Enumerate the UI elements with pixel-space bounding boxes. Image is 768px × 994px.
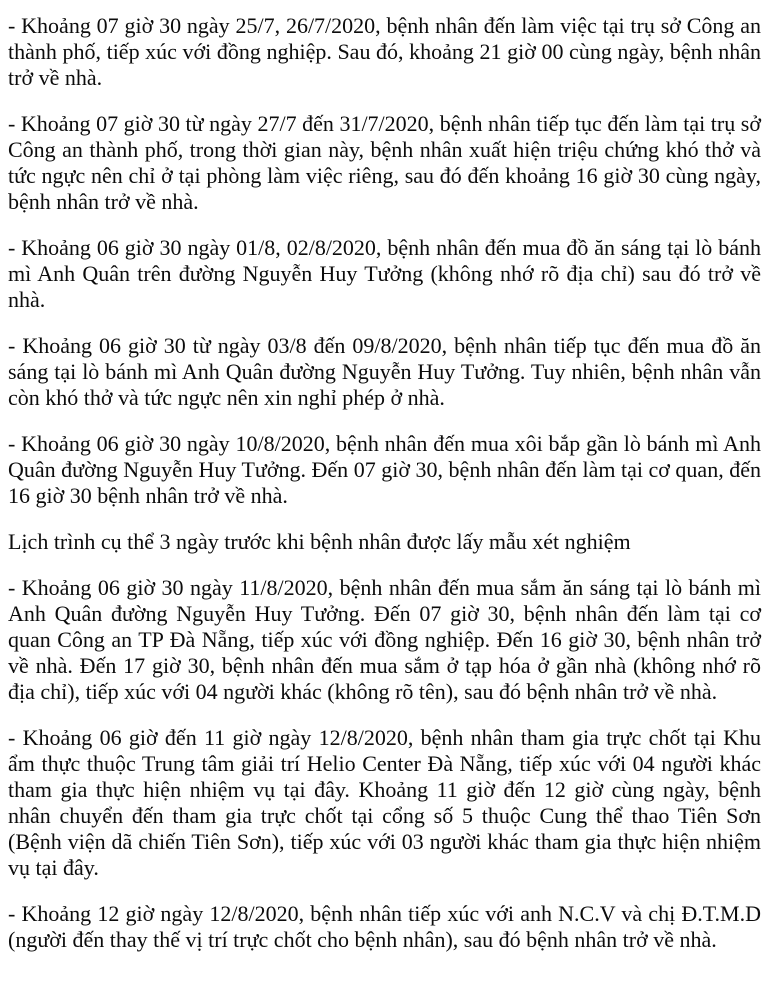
paragraph: - Khoảng 06 giờ 30 từ ngày 03/8 đến 09/8/2020, bệnh nhân tiếp tục đến mua đồ ăn sáng tại lò bánh mì Anh Quân đường Nguyễn Huy Tưởng. Tuy nhiên, bệnh nhân vẫn còn khó thở và tức ngực nên xin nghỉ phép ở nhà.	[8, 333, 761, 410]
paragraph: - Khoảng 06 giờ 30 ngày 11/8/2020, bệnh nhân đến mua sắm ăn sáng tại lò bánh mì Anh Quân đường Nguyễn Huy Tưởng. Đến 07 giờ 30, bệnh nhân đến làm tại cơ quan Công an TP Đà Nẵng, tiếp xúc với đồng nghiệp. Đến 16 giờ 30, bệnh nhân trở về nhà. Đến 17 giờ 30, bệnh nhân đến mua sắm ở tạp hóa ở gần nhà (không nhớ rõ địa chỉ), tiếp xúc với 04 người khác (không rõ tên), sau đó bệnh nhân trở về nhà.	[8, 575, 761, 704]
section-heading: Lịch trình cụ thể 3 ngày trước khi bệnh nhân được lấy mẫu xét nghiệm	[8, 529, 631, 554]
paragraph: - Khoảng 06 giờ đến 11 giờ ngày 12/8/2020, bệnh nhân tham gia trực chốt tại Khu ẩm thực thuộc Trung tâm giải trí Helio Center Đà Nẵng, tiếp xúc với 04 người khác tham gia thực hiện nhiệm vụ tại đây. Khoảng 11 giờ đến 12 giờ cùng ngày, bệnh nhân chuyển đến tham gia trực chốt tại cổng số 5 thuộc Cung thể thao Tiên Sơn (Bệnh viện dã chiến Tiên Sơn), tiếp xúc với 03 người khác tham gia thực hiện nhiệm vụ tại đây.	[8, 725, 761, 880]
paragraph: - Khoảng 07 giờ 30 ngày 25/7, 26/7/2020, bệnh nhân đến làm việc tại trụ sở Công an thành phố, tiếp xúc với đồng nghiệp. Sau đó, khoảng 21 giờ 00 cùng ngày, bệnh nhân trở về nhà.	[8, 13, 761, 90]
paragraph: - Khoảng 06 giờ 30 ngày 10/8/2020, bệnh nhân đến mua xôi bắp gần lò bánh mì Anh Quân đường Nguyễn Huy Tưởng. Đến 07 giờ 30, bệnh nhân đến làm tại cơ quan, đến 16 giờ 30 bệnh nhân trở về nhà.	[8, 431, 761, 508]
paragraph: - Khoảng 12 giờ ngày 12/8/2020, bệnh nhân tiếp xúc với anh N.C.V và chị Đ.T.M.D (người đến thay thế vị trí trực chốt cho bệnh nhân), sau đó bệnh nhân trở về nhà.	[8, 901, 761, 952]
paragraph: - Khoảng 06 giờ 30 ngày 01/8, 02/8/2020, bệnh nhân đến mua đồ ăn sáng tại lò bánh mì Anh Quân trên đường Nguyễn Huy Tưởng (không nhớ rõ địa chỉ) sau đó trở về nhà.	[8, 235, 761, 312]
paragraph: - Khoảng 07 giờ 30 từ ngày 27/7 đến 31/7/2020, bệnh nhân tiếp tục đến làm tại trụ sở Công an thành phố, trong thời gian này, bệnh nhân xuất hiện triệu chứng khó thở và tức ngực nên chỉ ở tại phòng làm việc riêng, sau đó đến khoảng 16 giờ 30 cùng ngày, bệnh nhân trở về nhà.	[8, 111, 761, 214]
